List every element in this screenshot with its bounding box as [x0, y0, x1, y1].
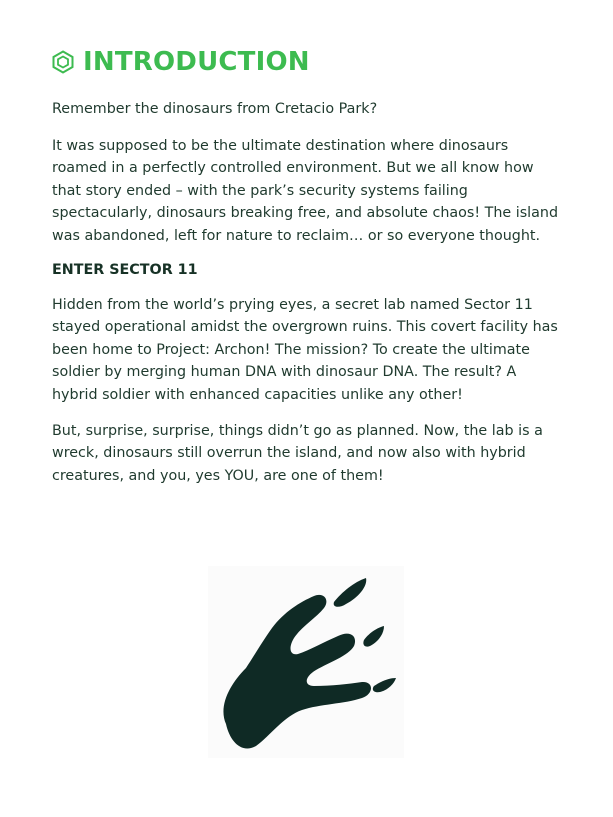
hexagon-icon	[52, 50, 74, 74]
page-title: INTRODUCTION	[83, 47, 310, 77]
sector-paragraph-2: But, surprise, surprise, things didn’t go as planned. Now, the lab is a wreck, dinosaurs still overrun the island, and now also with hybrid creatures, and you, yes YOU, are one of them!	[52, 422, 543, 484]
intro-paragraph: It was supposed to be the ultimate destination where dinosaurs roamed in a perfectly controlled environment. But we all know how that story ended – with the park’s security systems failing spectacularly, dinosaurs breaking free, and absolute chaos! The island was abandoned, left for nature to reclaim… or so everyone thought.	[52, 137, 559, 244]
dinosaur-footprint-icon	[208, 566, 404, 758]
document-page	[52, 44, 562, 500]
sector-heading: ENTER SECTOR 11	[52, 261, 198, 278]
section-heading	[52, 44, 562, 80]
sector-paragraph-1: Hidden from the world’s prying eyes, a secret lab named Sector 11 stayed operational amidst the overgrown ruins. This covert facility has been home to Project: Archon! The mission? To create the ultimate soldier by merging human DNA with dinosaur DNA. The result? A hybrid soldier with enhanced capacities unlike any other!	[52, 296, 558, 403]
intro-lead: Remember the dinosaurs from Cretacio Park?	[52, 101, 378, 117]
